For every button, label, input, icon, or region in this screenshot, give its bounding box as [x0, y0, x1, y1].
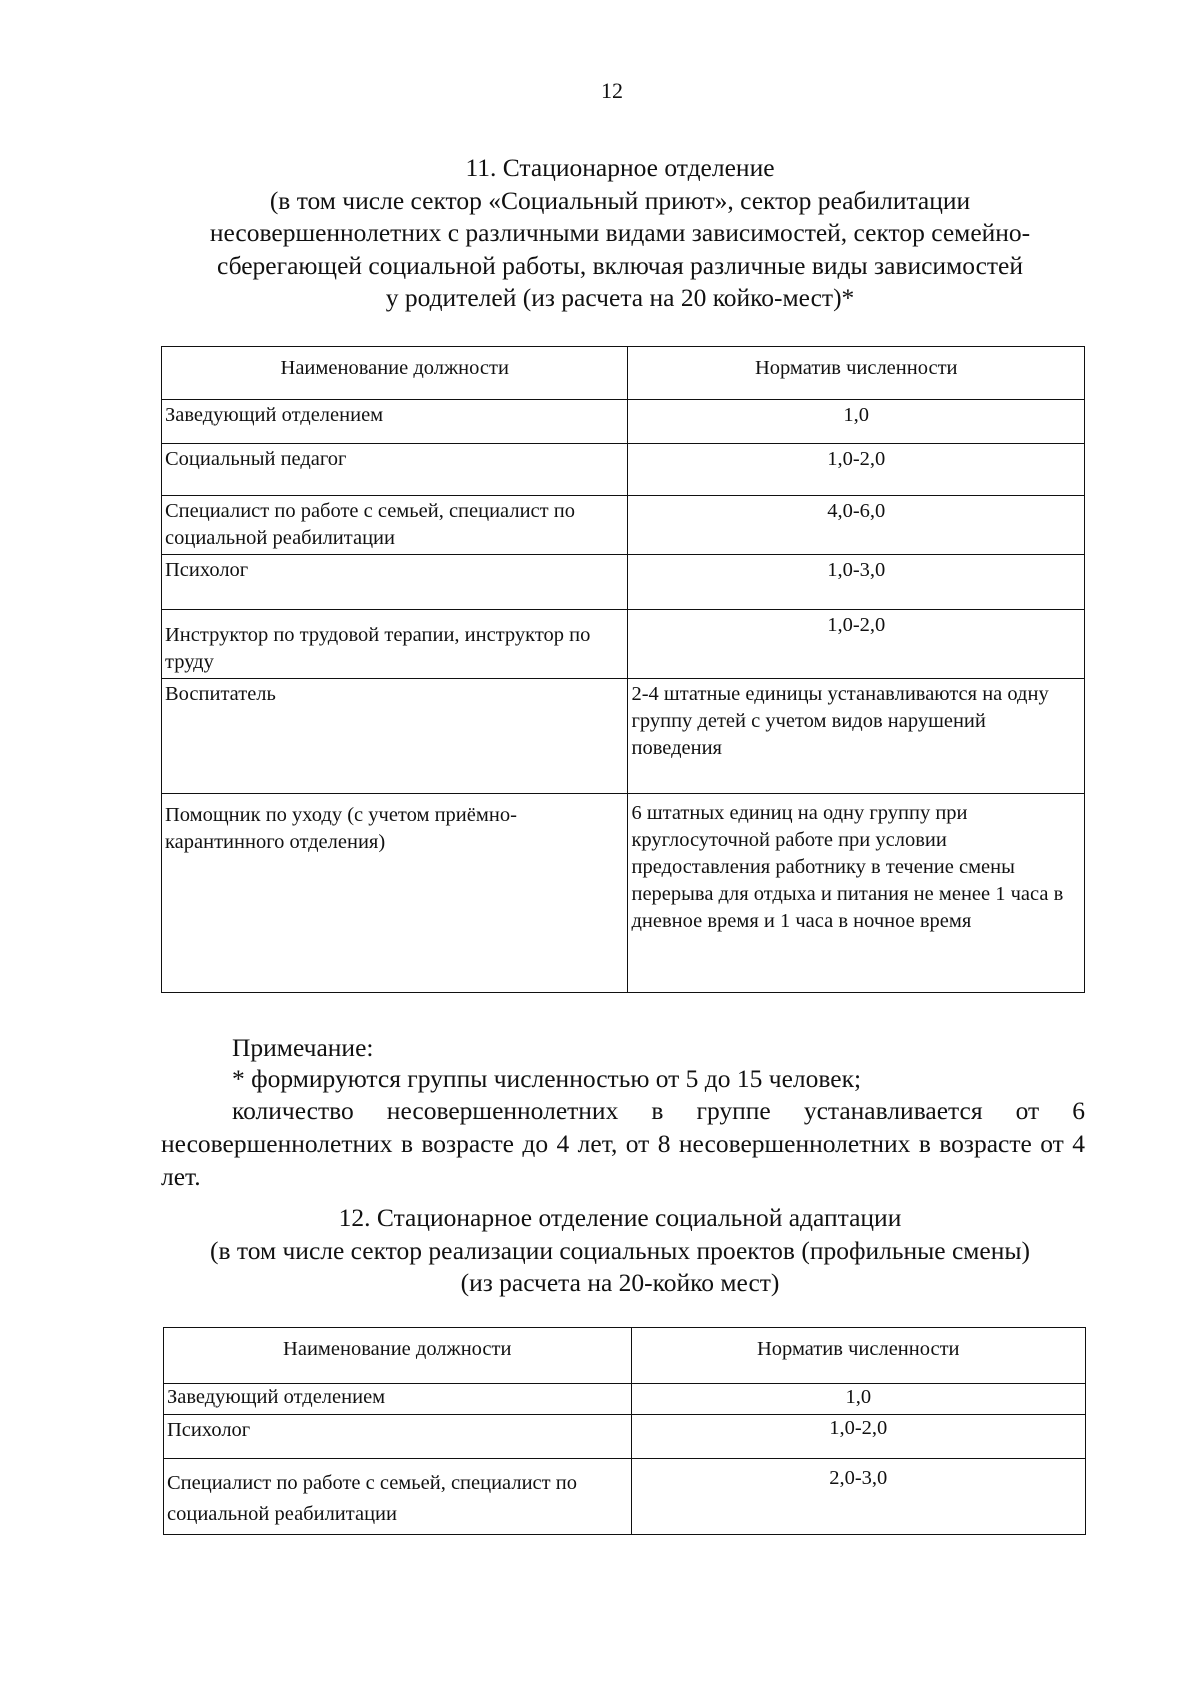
page-number: 12: [601, 78, 623, 103]
position-cell: Заведующий отделением: [162, 400, 628, 444]
title-line: у родителей (из расчета на 20 койко-мест)*: [385, 283, 855, 312]
norm-cell: 6 штатных единиц на одну группу при круглосуточной работе при условии предоставления работнику в течение смены перерыва для отдыха и питания не менее 1 часа в дневное время и 1 часа в ночное время: [628, 794, 1085, 993]
position-cell: Помощник по уходу (с учетом приёмно-карантинного отделения): [162, 794, 628, 993]
position-cell: Специалист по работе с семьей, специалист по социальной реабилитации: [164, 1459, 632, 1535]
section-12-title: [150, 1202, 1090, 1300]
norm-cell: 4,0-6,0: [628, 496, 1085, 555]
title-line: (в том числе сектор «Социальный приют», сектор реабилитации: [269, 185, 971, 215]
norm-cell: 2-4 штатные единицы устанавливаются на одну группу детей с учетом видов нарушений поведения: [628, 679, 1085, 794]
table-row: [164, 1459, 1086, 1535]
table-row: [162, 679, 1085, 794]
table-row: [162, 400, 1085, 444]
table-row: [162, 555, 1085, 610]
title-line: (из расчета на 20-койко мест): [460, 1268, 780, 1297]
position-cell: Инструктор по трудовой терапии, инструктор по труду: [162, 610, 628, 679]
norm-cell: 1,0-3,0: [628, 555, 1085, 610]
norm-cell: 2,0-3,0: [631, 1459, 1086, 1535]
title-line: 12. Стационарное отделение социальной адаптации: [338, 1203, 902, 1232]
title-line: сберегающей социальной работы, включая различные виды зависимостей: [216, 250, 1024, 280]
staffing-table-12: [163, 1327, 1086, 1535]
table-row: [164, 1415, 1086, 1459]
header-position: Наименование должности: [164, 1328, 632, 1384]
norm-cell: 1,0-2,0: [631, 1415, 1086, 1459]
header-norm: Норматив численности: [631, 1328, 1086, 1384]
table-row: [162, 610, 1085, 679]
norm-cell: 1,0: [628, 400, 1085, 444]
title-line: 11. Стационарное отделение: [465, 153, 775, 182]
table-row: [162, 496, 1085, 555]
norm-cell: 1,0: [631, 1384, 1086, 1415]
position-cell: Специалист по работе с семьей, специалист по социальной реабилитации: [162, 496, 628, 555]
note-label: Примечание:: [232, 1033, 374, 1062]
position-cell: Социальный педагог: [162, 444, 628, 496]
position-cell: Заведующий отделением: [164, 1384, 632, 1415]
table-row: [164, 1384, 1086, 1415]
note-line-1: * формируются группы численностью от 5 до 15 человек;: [232, 1064, 862, 1093]
staffing-table-11: [161, 346, 1085, 993]
position-cell: Психолог: [162, 555, 628, 610]
norm-cell: 1,0-2,0: [628, 444, 1085, 496]
note-line-2: количество несовершеннолетних в группе устанавливается от 6 несовершеннолетних в возрасте до 4 лет, от 8 несовершеннолетних в возрасте от 4 лет.: [161, 1096, 1085, 1191]
title-line: (в том числе сектор реализации социальных проектов (профильные смены): [209, 1235, 1031, 1265]
section-11-title: [150, 152, 1090, 315]
position-cell: Психолог: [164, 1415, 632, 1459]
norm-cell: 1,0-2,0: [628, 610, 1085, 679]
header-norm: Норматив численности: [628, 347, 1085, 400]
position-cell: Воспитатель: [162, 679, 628, 794]
note: [161, 1032, 1085, 1193]
title-line: несовершеннолетних с различными видами зависимостей, сектор семейно-: [209, 218, 1031, 247]
header-position: Наименование должности: [162, 347, 628, 400]
table-row: [162, 794, 1085, 993]
table-row: [162, 444, 1085, 496]
